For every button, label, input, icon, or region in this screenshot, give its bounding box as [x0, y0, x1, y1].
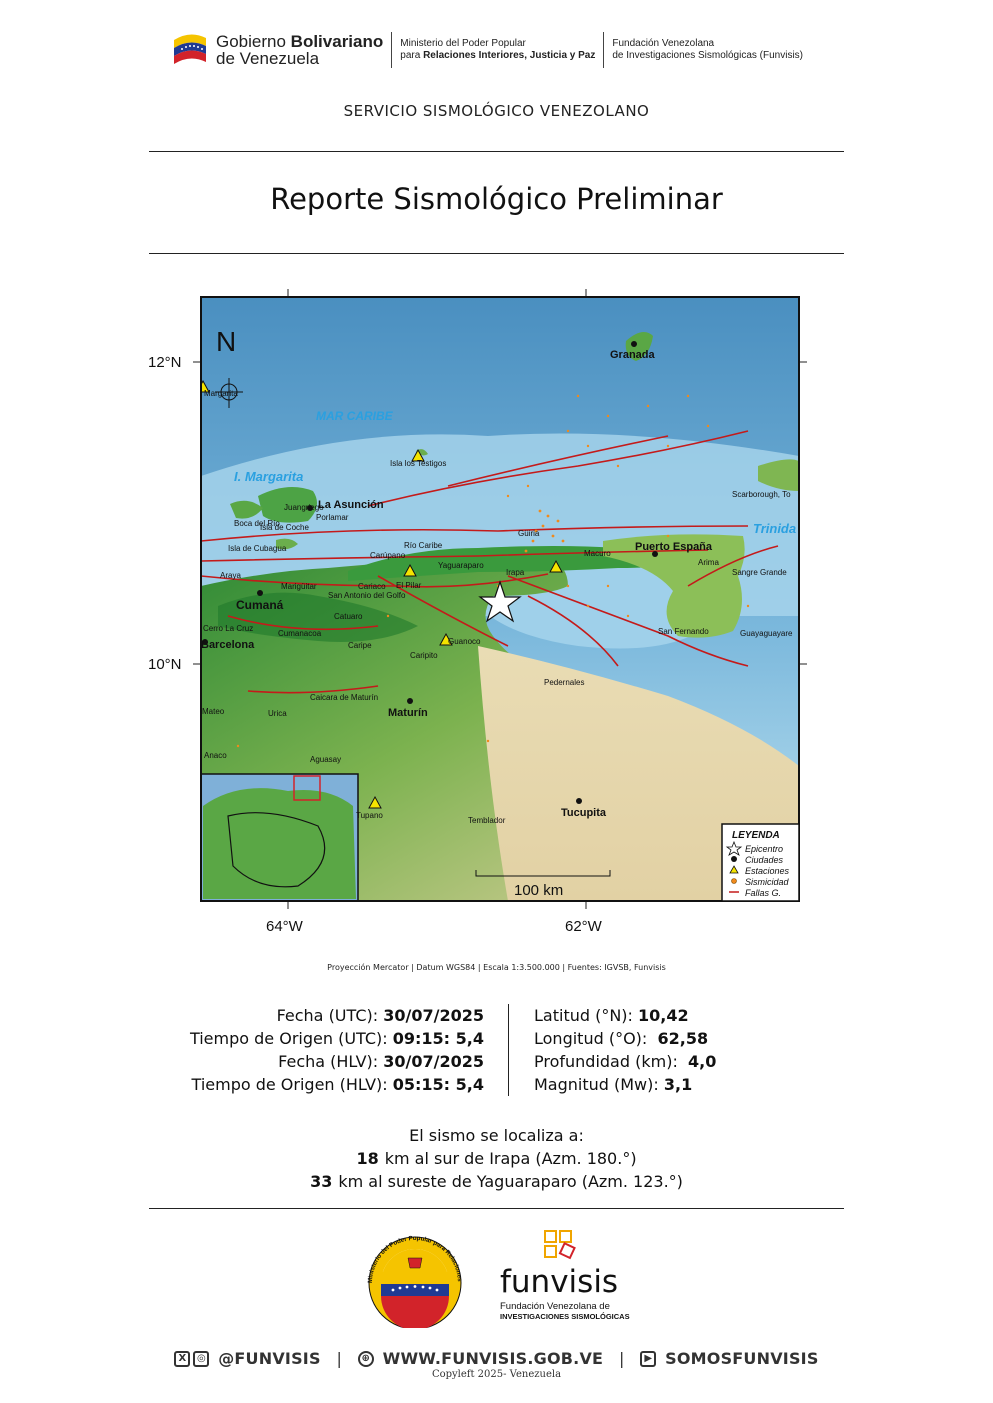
- lat-label-10: 10°N: [148, 656, 182, 673]
- city-label: Temblador: [468, 816, 506, 825]
- title-rule: [149, 253, 844, 254]
- info-value: 62,58: [657, 1029, 709, 1048]
- city-label: Boca del Río: [234, 519, 280, 528]
- city-label-la-asuncion: La Asunción: [318, 499, 384, 511]
- copyleft: Copyleft 2025- Venezuela: [431, 1369, 562, 1380]
- info-value: 10,42: [638, 1006, 689, 1025]
- city-label: Juangriego: [284, 503, 324, 512]
- info-label: Profundidad (km):: [534, 1052, 688, 1071]
- city-label: Margarita: [204, 389, 238, 398]
- x-icon[interactable]: X: [174, 1351, 190, 1367]
- city-label: Güiria: [518, 529, 540, 538]
- city-label: Aguasay: [310, 755, 342, 764]
- social-handle-link[interactable]: @FUNVISIS: [218, 1349, 321, 1368]
- city-label: San Antonio del Golfo: [328, 591, 406, 600]
- fundacion-line2: de Investigaciones Sismológicas (Funvisis): [612, 50, 804, 61]
- legend-item-estaciones: Estaciones: [745, 866, 790, 876]
- funvisis-sub1: Fundación Venezolana de: [500, 1301, 610, 1312]
- footer-logos: [360, 1228, 640, 1328]
- info-label: Tiempo de Origen (HLV):: [191, 1075, 393, 1094]
- header-divider: [603, 32, 604, 68]
- info-label: Longitud (°O):: [534, 1029, 658, 1048]
- youtube-icon[interactable]: ▶: [640, 1351, 656, 1367]
- city-label: Guayaguayare: [740, 629, 793, 638]
- fundacion-line1: Fundación Venezolana: [612, 38, 715, 49]
- info-profundidad: [534, 1050, 854, 1073]
- location-text: km al sureste de Yaguaraparo (Azm. 123.°): [338, 1172, 683, 1191]
- seal-text: Ministerio del Poder Popular para Relaciones: [366, 1235, 464, 1284]
- website-link[interactable]: WWW.FUNVISIS.GOB.VE: [382, 1349, 604, 1368]
- info-longitud: [534, 1027, 854, 1050]
- header-divider: [391, 32, 392, 68]
- ministry-seal-icon: [360, 1228, 463, 1328]
- location-intro: El sismo se localiza a:: [409, 1126, 584, 1145]
- city-label: Mateo: [202, 707, 225, 716]
- info-label: Fecha (UTC):: [276, 1006, 384, 1025]
- info-fecha-hlv: [130, 1050, 484, 1073]
- location-text: km al sur de Irapa (Azm. 180.°): [384, 1149, 637, 1168]
- gov-line2: de Venezuela: [216, 49, 320, 68]
- city-label: Marigüitar: [281, 582, 317, 591]
- legend-item-ciudades: Ciudades: [745, 855, 784, 865]
- report-title: Reporte Sismológico Preliminar: [270, 182, 723, 216]
- city-label: Arima: [698, 558, 719, 567]
- sea-label-margarita: I. Margarita: [234, 469, 304, 484]
- instagram-icon[interactable]: ◎: [193, 1351, 209, 1367]
- epicenter-map: [148, 286, 828, 946]
- city-label: Caicara de Maturín: [310, 693, 379, 702]
- city-label: Isla los Testigos: [390, 459, 447, 468]
- city-label: Carúpano: [370, 551, 406, 560]
- info-fecha-utc: [130, 1004, 484, 1027]
- city-label: Anaco: [204, 751, 227, 760]
- lat-label-12: 12°N: [148, 354, 182, 371]
- city-label: Cerro La Cruz: [203, 624, 254, 633]
- info-left: [130, 1004, 484, 1100]
- info-magnitud: [534, 1073, 854, 1096]
- youtube-link[interactable]: SOMOSFUNVISIS: [665, 1349, 819, 1368]
- city-label: Urica: [268, 709, 287, 718]
- city-label-maturin: Maturín: [388, 707, 428, 719]
- legend-item-fallas: Fallas G.: [745, 888, 782, 898]
- city-label: Irapa: [506, 568, 525, 577]
- city-label: El Pilar: [396, 581, 422, 590]
- map-svg: [148, 286, 828, 946]
- info-value: 30/07/2025: [383, 1052, 484, 1071]
- info-value: 4,0: [688, 1052, 717, 1071]
- ministry-name: [400, 38, 595, 62]
- city-label-cumana: Cumaná: [236, 598, 284, 612]
- city-label: Catuaro: [334, 612, 363, 621]
- funvisis-brand: funvisis: [500, 1264, 619, 1300]
- city-label: Tupano: [356, 811, 383, 820]
- info-value: 09:15: 5,4: [392, 1029, 484, 1048]
- city-label: San Fernando: [658, 627, 709, 636]
- city-label: Sangre Grande: [732, 568, 787, 577]
- legend-title: LEYENDA: [732, 830, 780, 841]
- city-label: Guanoco: [448, 637, 481, 646]
- legend-item-sismicidad: Sismicidad: [745, 877, 789, 887]
- city-label: Macuro: [584, 549, 611, 558]
- city-label: Río Caribe: [404, 541, 443, 550]
- info-label: Fecha (HLV):: [278, 1052, 384, 1071]
- gov-line1: Gobierno: [216, 32, 286, 51]
- footer-logos-svg: [360, 1228, 640, 1328]
- city-label: Scarborough, To: [732, 490, 791, 499]
- location-km: 18: [356, 1149, 379, 1168]
- info-value: 30/07/2025: [383, 1006, 484, 1025]
- info-origen-hlv: [130, 1073, 484, 1096]
- sea-label-caribe: MAR CARIBE: [316, 409, 393, 423]
- city-label-barcelona: Barcelona: [201, 639, 255, 651]
- info-label: Magnitud (Mw):: [534, 1075, 664, 1094]
- location-line-1: [0, 1147, 993, 1170]
- info-label: Tiempo de Origen (UTC):: [189, 1029, 393, 1048]
- ministry-line2-prefix: para: [400, 50, 421, 61]
- city-label-puerto-espana: Puerto España: [635, 541, 713, 553]
- government-name: [216, 33, 383, 67]
- city-label: Caripe: [348, 641, 372, 650]
- legend-item-epicentro: Epicentro: [745, 844, 784, 854]
- lon-label-62: 62°W: [565, 918, 602, 935]
- city-label-granada: Granada: [610, 349, 655, 361]
- lon-label-64: 64°W: [266, 918, 303, 935]
- globe-icon[interactable]: ⊕: [358, 1351, 374, 1367]
- city-label: Isla de Cubagua: [228, 544, 287, 553]
- social-links: [0, 1348, 993, 1368]
- venezuela-flag-icon: [170, 30, 210, 70]
- city-label: Cariaco: [358, 582, 386, 591]
- separator: |: [618, 1349, 625, 1368]
- info-divider: [508, 1004, 509, 1096]
- city-label: Caripito: [410, 651, 438, 660]
- info-value: 3,1: [663, 1075, 693, 1094]
- info-latitud: [534, 1004, 854, 1027]
- map-caption: Proyección Mercator | Datum WGS84 | Escala 1:3.500.000 | Fuentes: IGVSB, Funvisis: [327, 963, 666, 972]
- city-label: Pedernales: [544, 678, 585, 687]
- funvisis-logo-icon: [545, 1231, 575, 1258]
- north-label: N: [216, 326, 237, 357]
- gov-line1-bold: Bolivariano: [290, 32, 384, 51]
- funvisis-sub2: INVESTIGACIONES SISMOLÓGICAS: [500, 1312, 630, 1321]
- city-label-tucupita: Tucupita: [561, 807, 607, 819]
- city-label: Araya: [220, 571, 241, 580]
- city-label: Porlamar: [316, 513, 349, 522]
- sea-label-trinidad: Trinida: [753, 521, 797, 536]
- ministry-line2-bold: Relaciones Interiores, Justicia y Paz: [423, 50, 596, 61]
- fundacion-name: [612, 38, 803, 62]
- scale-label: 100 km: [514, 882, 564, 899]
- service-title: SERVICIO SISMOLÓGICO VENEZOLANO: [343, 102, 650, 120]
- ministry-line1: Ministerio del Poder Popular: [400, 38, 526, 49]
- location-km: 33: [310, 1172, 333, 1191]
- inset-land: [203, 788, 356, 899]
- government-header: [170, 24, 830, 76]
- info-origen-utc: [130, 1027, 484, 1050]
- info-value: 05:15: 5,4: [392, 1075, 484, 1094]
- city-label: Yaguaraparo: [438, 561, 484, 570]
- footer-rule: [149, 1208, 844, 1209]
- separator: |: [336, 1349, 343, 1368]
- location-line-2: [0, 1170, 993, 1193]
- info-right: [534, 1004, 854, 1100]
- top-rule: [149, 151, 844, 152]
- city-label: Isla de Coche: [260, 523, 309, 532]
- city-label: Cumanacoa: [278, 629, 322, 638]
- info-label: Latitud (°N):: [534, 1006, 639, 1025]
